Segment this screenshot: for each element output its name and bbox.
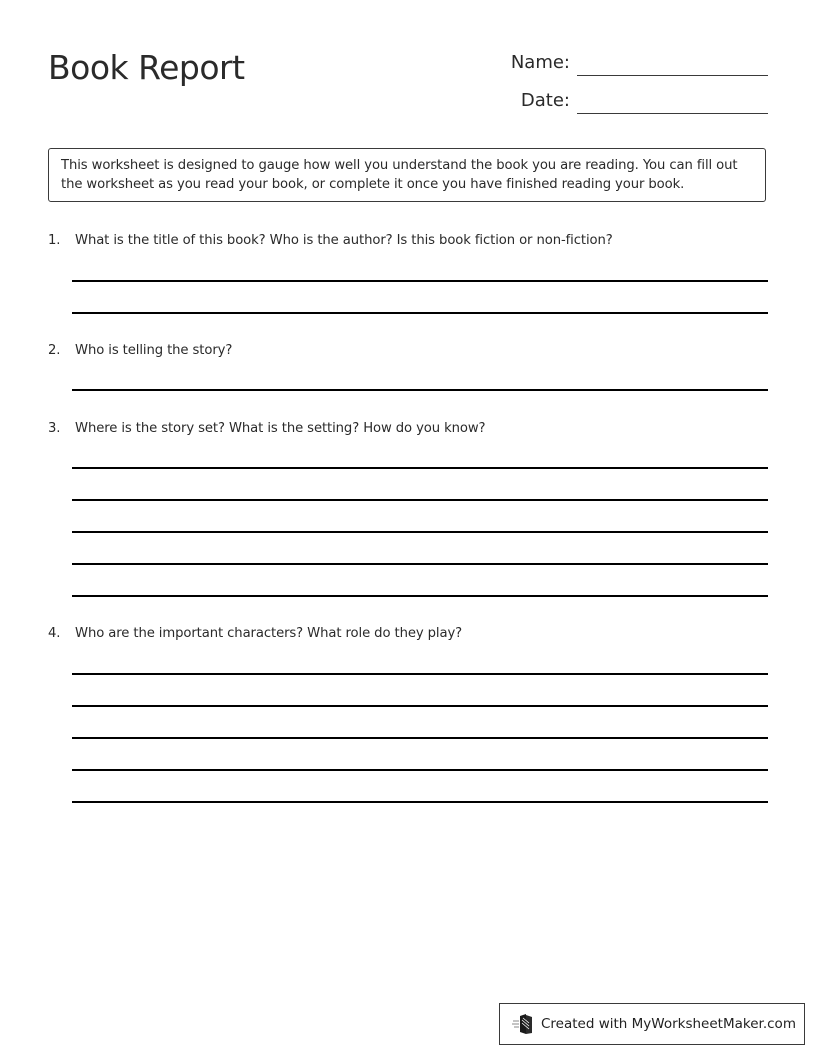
name-field[interactable] — [490, 50, 768, 76]
answer-line[interactable] — [72, 673, 768, 675]
page-title: Book Report — [48, 48, 245, 87]
answer-line[interactable] — [72, 769, 768, 771]
question-text: Who are the important characters? What role do they play? — [75, 626, 463, 641]
date-field[interactable] — [490, 88, 768, 114]
answer-line[interactable] — [72, 280, 768, 282]
question-4 — [48, 625, 768, 643]
answer-line[interactable] — [72, 499, 768, 501]
answer-line[interactable] — [72, 595, 768, 597]
answer-line[interactable] — [72, 389, 768, 391]
answer-line[interactable] — [72, 467, 768, 469]
date-label: Date: — [520, 90, 570, 111]
footer-badge[interactable] — [499, 1003, 805, 1045]
question-number: 3. — [48, 421, 61, 436]
question-text: Who is telling the story? — [75, 343, 233, 358]
question-number: 4. — [48, 626, 61, 641]
instructions-box: This worksheet is designed to gauge how well you understand the book you are reading. You can fill out the worksheet as you read your book, or complete it once you have finished reading your book. — [48, 148, 766, 202]
date-input-line[interactable] — [577, 113, 768, 114]
answer-line[interactable] — [72, 737, 768, 739]
answer-line[interactable] — [72, 312, 768, 314]
answer-line[interactable] — [72, 705, 768, 707]
question-3 — [48, 420, 768, 438]
answer-line[interactable] — [72, 531, 768, 533]
question-number: 2. — [48, 343, 61, 358]
name-input-line[interactable] — [577, 75, 768, 76]
question-text: Where is the story set? What is the setting? How do you know? — [75, 421, 486, 436]
footer-text: Created with MyWorksheetMaker.com — [541, 1016, 796, 1032]
worksheet-maker-logo-icon — [512, 1013, 534, 1035]
answer-line[interactable] — [72, 563, 768, 565]
question-text: What is the title of this book? Who is the author? Is this book fiction or non-fiction? — [75, 233, 613, 248]
name-label: Name: — [510, 52, 570, 73]
answer-line[interactable] — [72, 801, 768, 803]
question-number: 1. — [48, 233, 61, 248]
question-2 — [48, 342, 768, 360]
question-1 — [48, 232, 768, 250]
